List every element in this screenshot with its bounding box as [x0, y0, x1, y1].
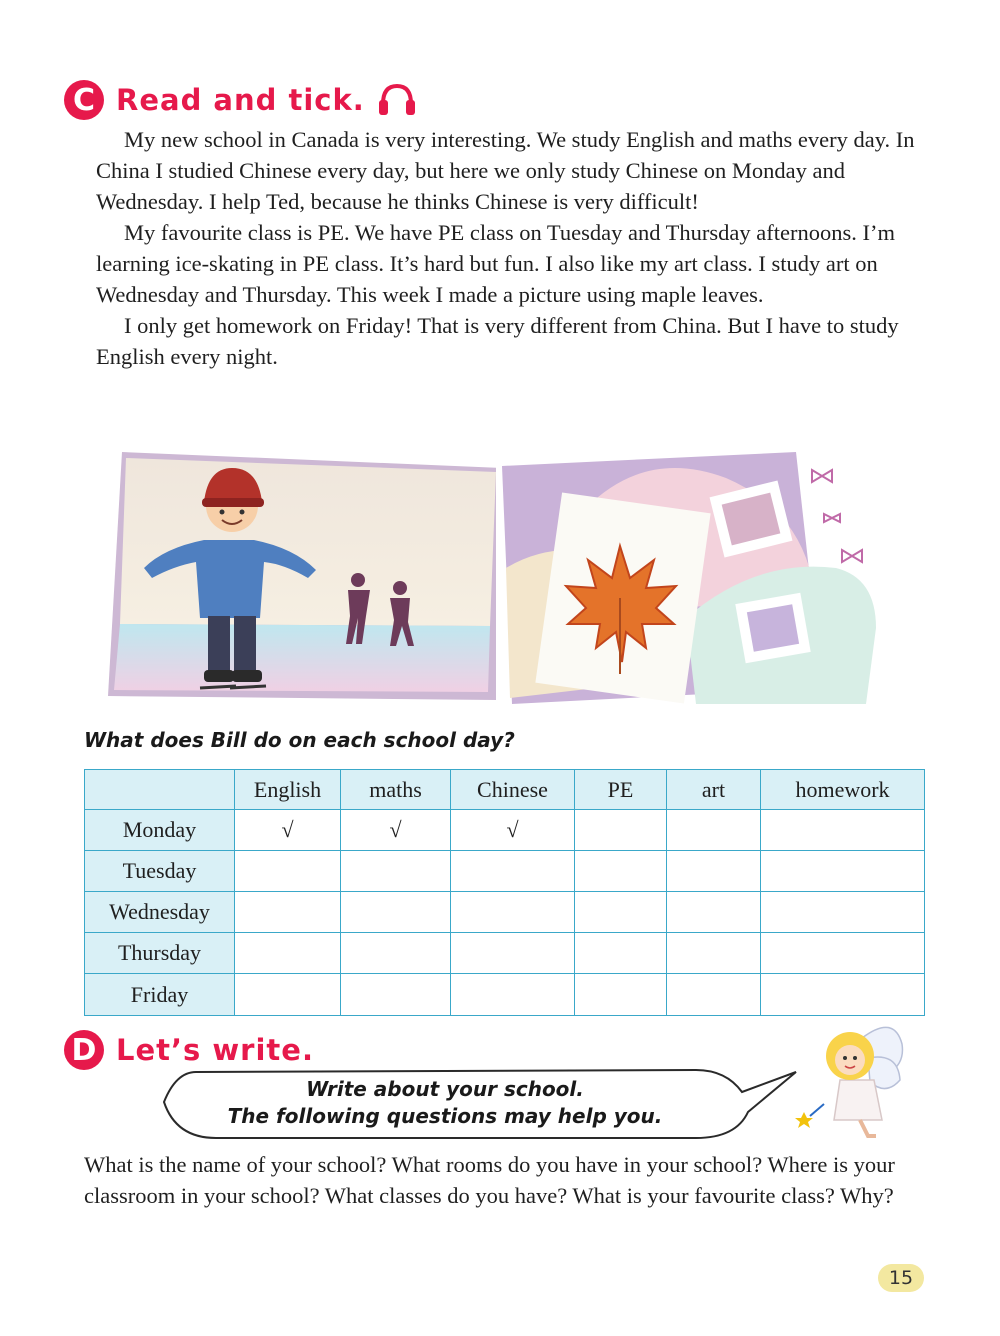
- tick-cell[interactable]: [235, 974, 341, 1016]
- passage-paragraph: My new school in Canada is very interesting. We study English and maths every day. In China I studied Chinese every day, but here we only study Chinese on Monday and Wednesday. I help Ted, because he thinks Chinese is very difficult!: [96, 127, 915, 214]
- tick-cell[interactable]: [575, 810, 667, 851]
- table-question: What does Bill do on each school day?: [84, 728, 515, 752]
- schedule-table: [84, 769, 925, 1016]
- tick-cell[interactable]: [341, 933, 451, 974]
- tick-cell[interactable]: [761, 892, 925, 933]
- tick-cell[interactable]: [575, 974, 667, 1016]
- tick-cell[interactable]: [451, 974, 575, 1016]
- angel-illustration: [790, 1008, 910, 1140]
- tick-cell[interactable]: [235, 933, 341, 974]
- tick-cell[interactable]: [667, 933, 761, 974]
- day-wednesday: Wednesday: [85, 892, 235, 933]
- section-d-title: Let’s write.: [116, 1033, 314, 1067]
- star-wand-icon: [795, 1112, 813, 1128]
- ice-skating-illustration: [104, 448, 504, 716]
- header-corner-cell: [85, 770, 235, 810]
- tick-cell[interactable]: [575, 851, 667, 892]
- section-c-title: Read and tick.: [116, 83, 365, 117]
- day-friday: Friday: [85, 974, 235, 1016]
- header-pe: PE: [575, 770, 667, 810]
- tick-cell[interactable]: √: [451, 810, 575, 851]
- bubble-line-1: Write about your school.: [306, 1077, 584, 1101]
- maple-leaf-illustration: [496, 448, 882, 710]
- tick-cell[interactable]: [761, 933, 925, 974]
- header-art: art: [667, 770, 761, 810]
- reading-passage: [96, 124, 916, 372]
- table-row: [85, 810, 925, 851]
- tick-cell[interactable]: [451, 933, 575, 974]
- tick-cell[interactable]: [667, 810, 761, 851]
- section-d-badge: D: [64, 1030, 104, 1070]
- tick-cell[interactable]: [575, 892, 667, 933]
- tick-cell[interactable]: √: [235, 810, 341, 851]
- tick-cell[interactable]: [341, 974, 451, 1016]
- writing-prompt: What is the name of your school? What rooms do you have in your school? Where is your classroom in your school? What classes do you have? What is your favourite class? Why?: [84, 1152, 895, 1208]
- section-c-badge: C: [64, 80, 104, 120]
- tick-cell[interactable]: [575, 933, 667, 974]
- tick-cell[interactable]: [235, 851, 341, 892]
- table-row: [85, 851, 925, 892]
- table-row: [85, 892, 925, 933]
- passage-paragraph: I only get homework on Friday! That is very different from China. But I have to study English every night.: [96, 313, 899, 369]
- header-chinese: Chinese: [451, 770, 575, 810]
- day-monday: Monday: [85, 810, 235, 851]
- tick-cell[interactable]: [235, 892, 341, 933]
- tick-cell[interactable]: [761, 810, 925, 851]
- day-tuesday: Tuesday: [85, 851, 235, 892]
- tick-cell[interactable]: [341, 892, 451, 933]
- table-row: [85, 933, 925, 974]
- table-header-row: [85, 770, 925, 810]
- tick-cell[interactable]: [451, 892, 575, 933]
- tick-cell[interactable]: [667, 851, 761, 892]
- tick-cell[interactable]: [667, 892, 761, 933]
- bubble-line-2: The following questions may help you.: [227, 1104, 663, 1128]
- tick-cell[interactable]: [451, 851, 575, 892]
- header-maths: maths: [341, 770, 451, 810]
- section-c-heading: [64, 80, 417, 120]
- page-number: 15: [878, 1264, 924, 1292]
- headphones-icon[interactable]: [377, 82, 417, 118]
- header-homework: homework: [761, 770, 925, 810]
- header-english: English: [235, 770, 341, 810]
- tick-cell[interactable]: [341, 851, 451, 892]
- tick-cell[interactable]: [761, 851, 925, 892]
- tick-cell[interactable]: √: [341, 810, 451, 851]
- speech-bubble-text: [160, 1076, 730, 1130]
- passage-paragraph: My favourite class is PE. We have PE class on Tuesday and Thursday afternoons. I’m learning ice-skating in PE class. It’s hard but fun. I also like my art class. I study art on Wednesday and Thursday. This week I made a picture using maple leaves.: [96, 220, 895, 307]
- tick-cell[interactable]: [667, 974, 761, 1016]
- day-thursday: Thursday: [85, 933, 235, 974]
